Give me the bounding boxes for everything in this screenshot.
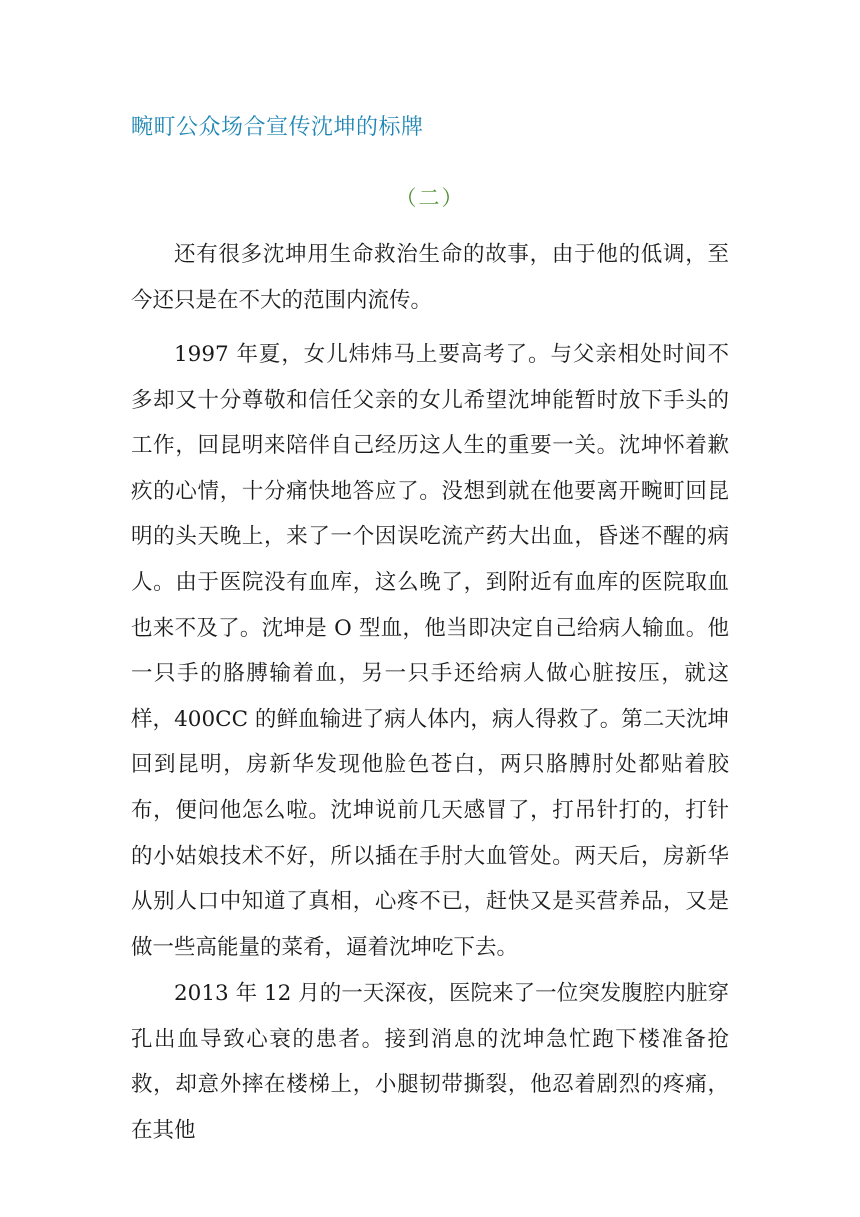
section-title: （二）	[395, 186, 465, 210]
image-caption: 畹町公众场合宣传沈坤的标牌	[131, 115, 424, 140]
paragraph-1: 还有很多沈坤用生命救治生命的故事，由于他的低调，至今还只是在不大的范围内流传。	[131, 242, 729, 313]
paragraph-3: 2013 年 12 月的一天深夜，医院来了一位突发腹腔内脏穿孔出血导致心衰的患者。接到消息的沈坤急忙跑下楼准备抢救，却意外摔在楼梯上，小腿韧带撕裂，他忍着剧烈的疼痛，在其他	[131, 981, 729, 1143]
paragraph-2: 1997 年夏，女儿炜炜马上要高考了。与父亲相处时间不多却又十分尊敬和信任父亲的女儿希望沈坤能暂时放下手头的工作，回昆明来陪伴自己经历这人生的重要一关。沈坤怀着歉疚的心情，十分痛快地答应了。没想到就在他要离开畹町回昆明的头天晚上，来了一个因误吃流产药大出血，昏迷不醒的病人。由于医院没有血库，这么晚了，到附近有血库的医院取血也来不及了。沈坤是 O 型血，他当即决定自己给病人输血。他一只手的胳膊输着血，另一只手还给病人做心脏按压，就这样，400CC 的鲜血输进了病人体内，病人得救了。第二天沈坤回到昆明，房新华发现他脸色苍白，两只胳膊肘处都贴着胶布，便问他怎么啦。沈坤说前几天感冒了，打吊针打的，打针的小姑娘技术不好，所以插在手肘大血管处。两天后，房新华从别人口中知道了真相，心疼不已，赶快又是买营养品，又是做一些高能量的菜肴，逼着沈坤吃下去。	[131, 342, 729, 960]
